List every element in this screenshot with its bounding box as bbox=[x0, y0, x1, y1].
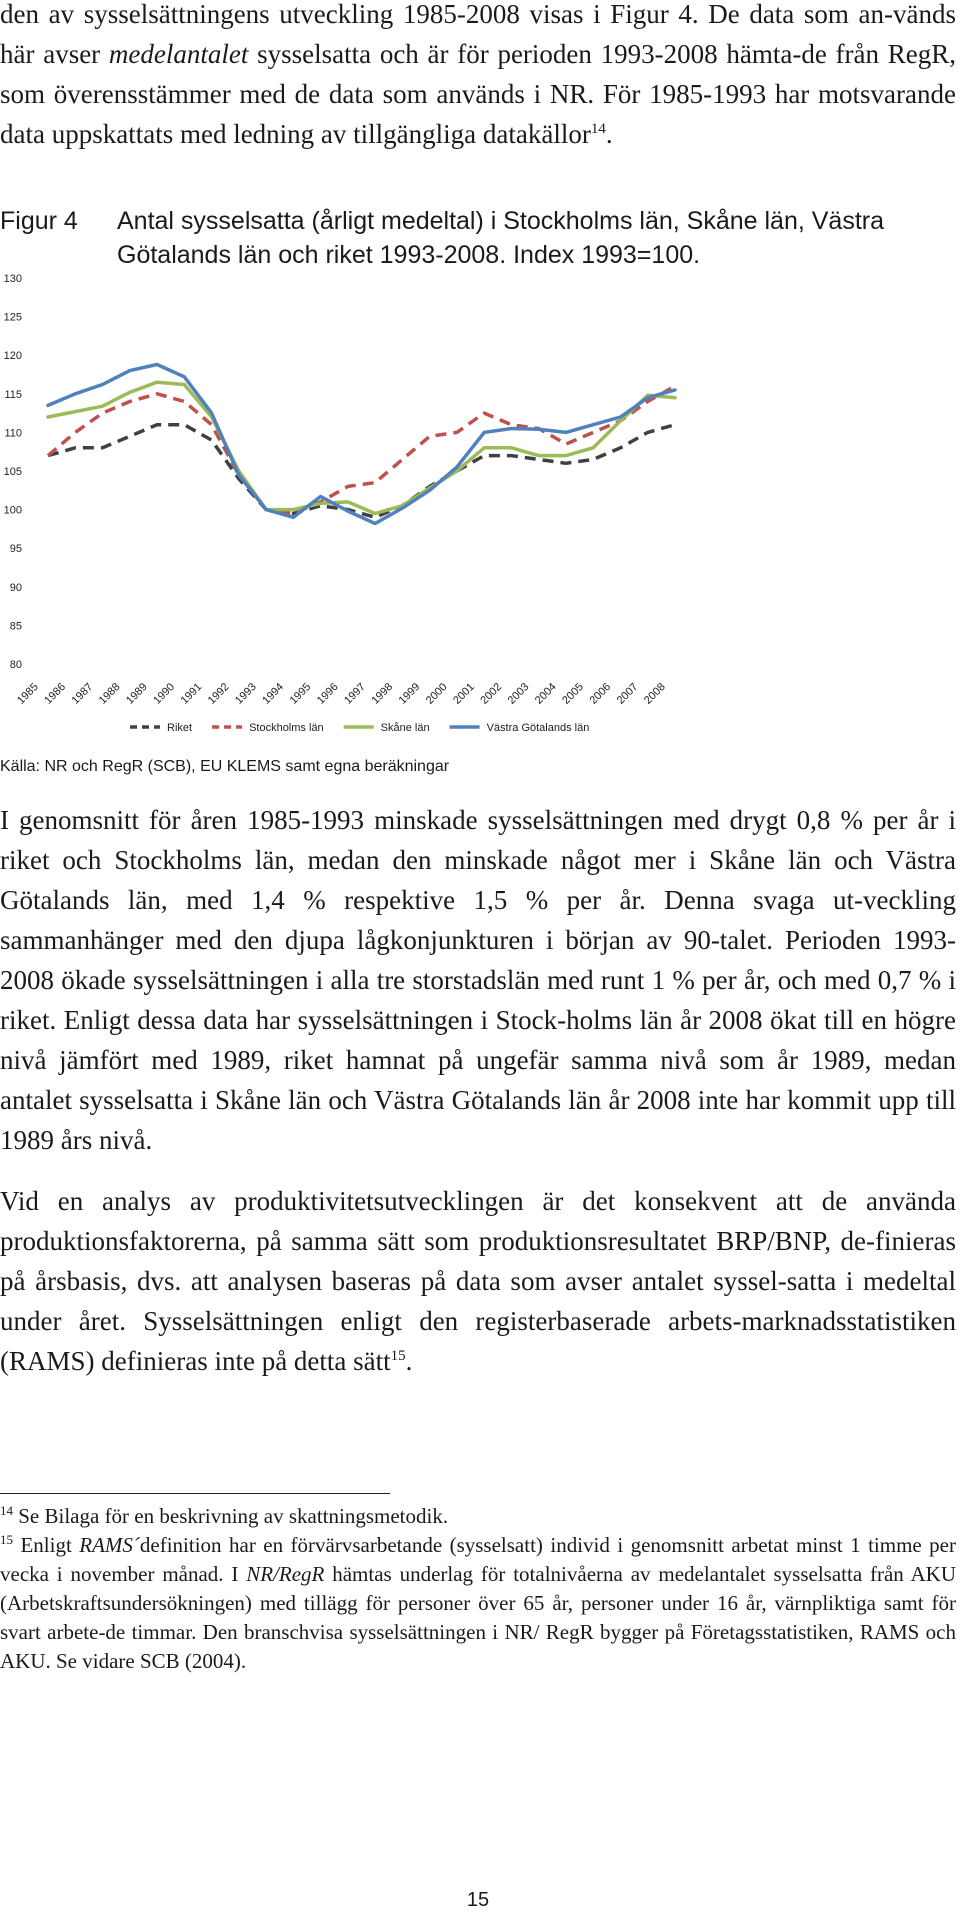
y-tick-label: 90 bbox=[9, 581, 22, 594]
footnote-14 bbox=[0, 1502, 956, 1531]
legend-label: Riket bbox=[167, 722, 193, 734]
x-tick-label: 1996 bbox=[314, 680, 341, 707]
x-tick-label: 2001 bbox=[451, 680, 477, 707]
body-paragraph-2 bbox=[0, 1181, 956, 1381]
x-tick-label: 2006 bbox=[587, 680, 614, 707]
x-tick-label: 2000 bbox=[423, 680, 450, 707]
x-tick-label: 1997 bbox=[342, 680, 368, 707]
x-tick-label: 2004 bbox=[532, 680, 559, 707]
x-tick-label: 1986 bbox=[42, 680, 69, 707]
footnote-ref-15: 15 bbox=[390, 1348, 406, 1364]
x-tick-label: 2003 bbox=[505, 680, 532, 707]
x-tick-label: 2007 bbox=[614, 680, 641, 707]
series-line bbox=[48, 382, 675, 513]
x-tick-label: 1990 bbox=[151, 680, 178, 707]
footnote-ref-14: 14 bbox=[590, 121, 606, 137]
footnote-15-rams: RAMS´ bbox=[79, 1533, 140, 1557]
intro-text-1: den av sysselsättningens utveckling 1985-2008 visas i Figur 4. De data som an-vänds här avser bbox=[0, 0, 956, 69]
body-paragraph-2-end: . bbox=[405, 1346, 413, 1376]
footnote-15 bbox=[0, 1531, 956, 1676]
x-tick-label: 1991 bbox=[178, 680, 205, 707]
x-tick-label: 1992 bbox=[205, 680, 232, 707]
x-tick-label: 1999 bbox=[396, 680, 423, 707]
y-tick-label: 130 bbox=[3, 273, 22, 285]
intro-paragraph bbox=[0, 0, 956, 154]
footnote-15-text-b: definition har en förvärvsarbetande (sysselsatt) individ i genomsnitt arbetat minst 1 timme per vecka i november månad. I bbox=[0, 1533, 956, 1586]
x-tick-label: 2002 bbox=[478, 680, 505, 707]
y-tick-label: 80 bbox=[9, 659, 22, 671]
footnotes bbox=[0, 1502, 956, 1676]
y-tick-label: 105 bbox=[3, 466, 22, 478]
legend-label: Stockholms län bbox=[249, 722, 324, 734]
x-tick-label: 2008 bbox=[641, 680, 668, 707]
figure-label: Figur 4 bbox=[0, 207, 78, 235]
x-tick-label: 1987 bbox=[69, 680, 96, 707]
legend-label: Skåne län bbox=[380, 722, 430, 734]
intro-text-end: . bbox=[605, 119, 613, 149]
x-tick-label: 1994 bbox=[260, 680, 287, 707]
series-line bbox=[48, 425, 675, 518]
x-tick-label: 1993 bbox=[233, 680, 259, 707]
footnote-15-text-a: Enligt bbox=[13, 1533, 80, 1557]
body-paragraph-1: I genomsnitt för åren 1985-1993 minskade sysselsättningen med drygt 0,8 % per år i riket och Stockholms län, medan den minskade något mer i Skåne län och Västra Götalands län, med 1,4 % respektive 1,5 % per år. Denna svaga ut-veckling sammanhänger med den djupa lågkonjunkturen i början av 90-talet. Perioden 1993-2008 ökade sysselsättningen i alla tre storstadslän med runt 1 % per år, och med 0,7 % i riket. Enligt dessa data har sysselsättningen i Stock-holms län år 2008 ökat till en högre nivå jämfört med 1989, riket hamnat på ungefär samma nivå som år 1989, medan antalet sysselsatta i Skåne län och Västra Götalands län år 2008 inte har kommit upp till 1989 års nivå. bbox=[0, 805, 956, 1155]
employment-index-chart bbox=[0, 262, 720, 752]
y-tick-label: 125 bbox=[3, 311, 22, 324]
footnote-15-number: 15 bbox=[0, 1532, 13, 1547]
x-tick-label: 1995 bbox=[287, 680, 314, 707]
intro-italic-term: medelantalet bbox=[108, 39, 249, 69]
x-tick-label: 1985 bbox=[14, 680, 41, 707]
figure-source: Källa: NR och RegR (SCB), EU KLEMS samt egna beräkningar bbox=[0, 758, 450, 775]
footnote-14-text: Se Bilaga för en beskrivning av skattningsmetodik. bbox=[13, 1504, 449, 1528]
legend-label: Västra Götalands län bbox=[486, 722, 590, 734]
x-tick-label: 2005 bbox=[560, 680, 586, 707]
x-tick-label: 1989 bbox=[124, 680, 150, 707]
footnote-15-nr-regr: NR/RegR bbox=[246, 1562, 325, 1586]
page-number: 15 bbox=[466, 1889, 490, 1911]
x-tick-label: 1998 bbox=[369, 680, 396, 707]
y-tick-label: 120 bbox=[3, 350, 22, 363]
body-paragraph-2-text: Vid en analys av produktivitetsutvecklingen är det konsekvent att de använda produktionsfaktorerna, på samma sätt som produktionsresultatet BRP/BNP, de-finieras på årsbasis, dvs. att analysen baseras på data som avser antalet syssel-satta i medeltal under året. Sysselsättningen enligt den registerbaserade arbets-marknadsstatistiken (RAMS) definieras inte på detta sätt bbox=[0, 1186, 956, 1376]
y-tick-label: 95 bbox=[9, 543, 22, 556]
footnote-divider bbox=[0, 1493, 390, 1494]
x-tick-label: 1988 bbox=[96, 680, 123, 707]
y-tick-label: 110 bbox=[4, 427, 22, 440]
footnote-14-number: 14 bbox=[0, 1503, 13, 1518]
figure-title: Antal sysselsatta (årligt medeltal) i Stockholms län, Skåne län, Västra Götalands län och riket 1993-2008. Index 1993=100. bbox=[117, 207, 885, 269]
intro-text-2: sysselsatta och är för perioden 1993-2008 hämta-de från RegR, som överensstämmer med de data som används i NR. För 1985-1993 har motsvarande data uppskattats med ledning av tillgängliga datakällor bbox=[0, 39, 956, 149]
y-tick-label: 100 bbox=[3, 504, 22, 517]
y-tick-label: 85 bbox=[9, 620, 22, 633]
y-tick-label: 115 bbox=[4, 388, 22, 401]
footnote-15-text-c: hämtas underlag för totalnivåerna av medelantalet sysselsatta från AKU (Arbetskraftsundersökningen) med tillägg för personer över 65 år, personer under 16 år, värnpliktiga samt för svart arbete-de timmar. Den branschvisa sysselsättningen i NR/ RegR bygger på Företagsstatistiken, RAMS och AKU. Se vidare SCB (2004). bbox=[0, 1562, 956, 1673]
